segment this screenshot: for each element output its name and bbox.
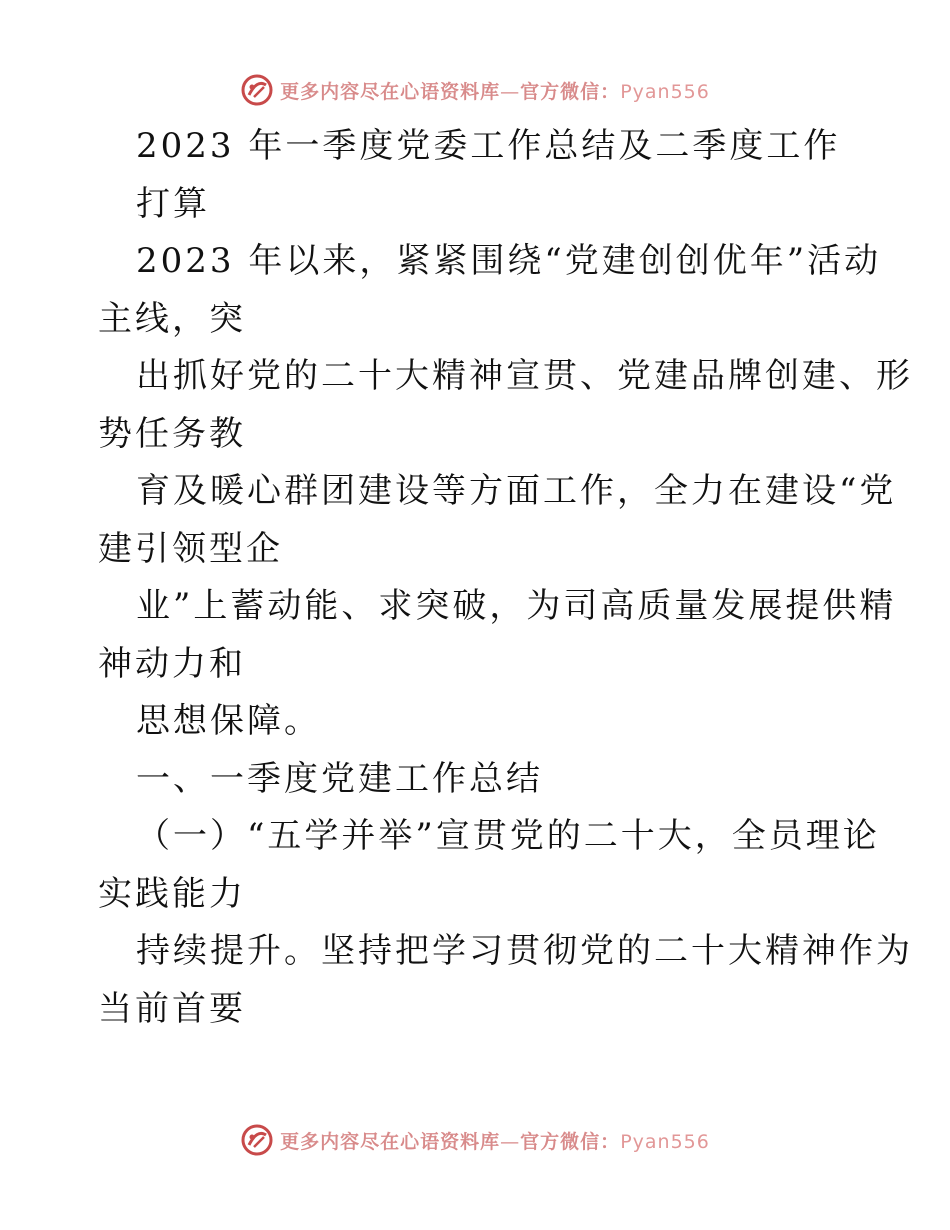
document-line: 业”上蓄动能、求突破，为司高质量发展提供精	[136, 586, 897, 626]
document-line: （一）“五学并举”宣贯党的二十大，全员理论	[136, 816, 880, 856]
brand-logo-icon	[240, 1123, 274, 1157]
watermark-wechat-id: Pyan556	[620, 80, 710, 103]
watermark-separator: —	[500, 80, 521, 103]
watermark-text	[280, 1127, 710, 1154]
page-header-watermark	[0, 70, 950, 110]
document-line: 持续提升。坚持把学习贯彻党的二十大精神作为	[136, 931, 913, 971]
document-line: 育及暖心群团建设等方面工作，全力在建设“党	[136, 471, 897, 511]
watermark-wechat-id: Pyan556	[620, 1130, 710, 1153]
watermark-text	[280, 77, 710, 104]
document-line: 2023 年以来，紧紧围绕“党建创创优年”活动	[136, 241, 882, 281]
document-line: 主线，突	[98, 298, 246, 339]
watermark-separator: —	[500, 1130, 521, 1153]
document-line: 建引领型企	[98, 528, 283, 569]
brand-logo-icon	[240, 73, 274, 107]
page-footer-watermark	[0, 1120, 950, 1160]
document-body	[98, 118, 913, 1038]
document-line: 2023 年一季度党委工作总结及二季度工作	[136, 126, 841, 166]
watermark-brand: 更多内容尽在心语资料库	[280, 1130, 501, 1153]
document-line: 当前首要	[98, 988, 246, 1029]
document-line: 势任务教	[98, 413, 246, 454]
document-line: 出抓好党的二十大精神宣贯、党建品牌创建、形	[136, 356, 913, 396]
document-line: 一、一季度党建工作总结	[136, 758, 543, 799]
watermark-brand: 更多内容尽在心语资料库	[280, 80, 501, 103]
watermark-contact: 官方微信：	[520, 1130, 621, 1153]
document-line: 神动力和	[98, 643, 246, 684]
document-line: 思想保障。	[136, 701, 321, 741]
document-line: 打算	[136, 183, 210, 224]
document-line: 实践能力	[98, 873, 246, 914]
watermark-contact: 官方微信：	[520, 80, 621, 103]
